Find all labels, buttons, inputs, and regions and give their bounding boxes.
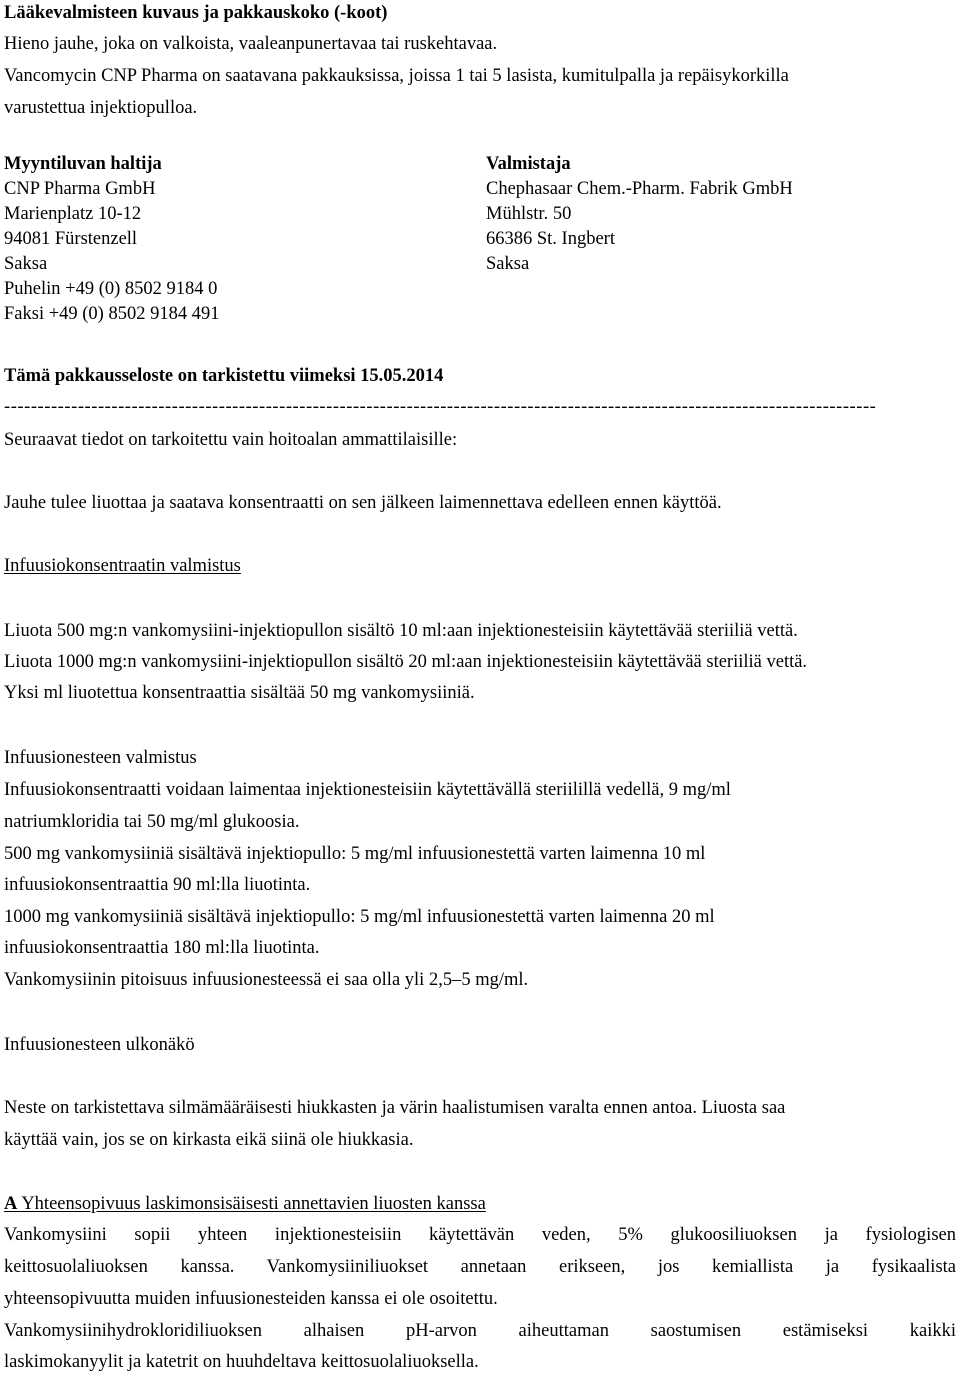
concentrate-line-1: Liuota 500 mg:n vankomysiini-injektiopullon sisältö 10 ml:aan injektionesteisiin käytettävää steriiliä vettä. — [4, 621, 798, 641]
appearance-heading: Infuusionesteen ulkonäkö — [4, 1035, 195, 1055]
description-line-1: Hieno jauhe, joka on valkoista, vaaleanpunertavaa tai ruskehtavaa. — [4, 34, 498, 54]
appearance-line-1: Neste on tarkistettava silmämääräisesti hiukkasten ja värin haalistumisen varalta ennen antoa. Liuosta saa — [4, 1098, 786, 1118]
appearance-line-2: käyttää vain, jos se on kirkasta eikä siinä ole hiukkasia. — [4, 1130, 414, 1150]
revision-date: Tämä pakkausseloste on tarkistettu viimeksi 15.05.2014 — [4, 366, 444, 386]
compatibility-line-3: yhteensopivuutta muiden infuusionesteiden kanssa ei ole osoitettu. — [4, 1289, 498, 1309]
holder-fax: Faksi +49 (0) 8502 9184 491 — [4, 304, 220, 324]
compatibility-letter: A — [4, 1194, 18, 1214]
concentrate-heading: Infuusiokonsentraatin valmistus — [4, 556, 241, 576]
compatibility-line-1: Vankomysiini sopii yhteen injektionesteisiin käytettävän veden, 5% glukoosiliuoksen ja fysiologisen — [4, 1225, 956, 1245]
description-line-3: varustettua injektiopulloa. — [4, 98, 198, 118]
holder-heading: Myyntiluvan haltija — [4, 154, 162, 174]
holder-street: Marienplatz 10-12 — [4, 204, 142, 224]
description-line-2: Vancomycin CNP Pharma on saatavana pakkauksissa, joissa 1 tai 5 lasista, kumitulpalla ja repäisykorkilla — [4, 66, 789, 86]
infusion-line-4: infuusiokonsentraattia 90 ml:lla liuotinta. — [4, 875, 311, 895]
powder-note: Jauhe tulee liuottaa ja saatava konsentraatti on sen jälkeen laimennettava edelleen ennen käyttöä. — [4, 493, 722, 513]
holder-country: Saksa — [4, 254, 48, 274]
concentrate-line-2: Liuota 1000 mg:n vankomysiini-injektiopullon sisältö 20 ml:aan injektionesteisiin käytettävää steriiliä vettä. — [4, 652, 808, 672]
manufacturer-name: Chephasaar Chem.-Pharm. Fabrik GmbH — [486, 179, 793, 199]
compatibility-line-2: keittosuolaliuoksen kanssa. Vankomysiiniliuokset annetaan erikseen, jos kemiallista ja fysikaalista — [4, 1257, 956, 1277]
description-heading: Lääkevalmisteen kuvaus ja pakkauskoko (-koot) — [4, 3, 388, 23]
holder-city: 94081 Fürstenzell — [4, 229, 138, 249]
compatibility-line-5: laskimokanyylit ja katetrit on huuhdeltava keittosuolaliuoksella. — [4, 1352, 479, 1372]
infusion-heading: Infuusionesteen valmistus — [4, 748, 197, 768]
compatibility-heading — [4, 1195, 486, 1214]
compatibility-line-4: Vankomysiinihydrokloridiliuoksen alhaisen pH-arvon aiheuttaman saostumisen estämiseksi kaikki — [4, 1321, 956, 1341]
manufacturer-country: Saksa — [486, 254, 530, 274]
holder-name: CNP Pharma GmbH — [4, 179, 156, 199]
manufacturer-street: Mühlstr. 50 — [486, 204, 572, 224]
separator-line: ---------------------------------------------------------------------------------------------------------------------------------- — [4, 398, 877, 417]
compatibility-title: Yhteensopivuus laskimonsisäisesti annettavien liuosten kanssa — [17, 1194, 486, 1214]
concentrate-line-3: Yksi ml liuotettua konsentraattia sisältää 50 mg vankomysiiniä. — [4, 683, 475, 703]
manufacturer-heading: Valmistaja — [486, 154, 571, 174]
holder-phone: Puhelin +49 (0) 8502 9184 0 — [4, 279, 218, 299]
infusion-line-5: 1000 mg vankomysiiniä sisältävä injektiopullo: 5 mg/ml infuusionestettä varten laimenna 20 ml — [4, 907, 715, 927]
manufacturer-city: 66386 St. Ingbert — [486, 229, 615, 249]
infusion-line-1: Infuusiokonsentraatti voidaan laimentaa injektionesteisiin käytettävällä steriilillä vedellä, 9 mg/ml — [4, 780, 731, 800]
infusion-line-3: 500 mg vankomysiiniä sisältävä injektiopullo: 5 mg/ml infuusionestettä varten laimenna 10 ml — [4, 844, 706, 864]
infusion-line-2: natriumkloridia tai 50 mg/ml glukoosia. — [4, 812, 300, 832]
professionals-note: Seuraavat tiedot on tarkoitettu vain hoitoalan ammattilaisille: — [4, 430, 458, 450]
infusion-line-7: Vankomysiinin pitoisuus infuusionesteessä ei saa olla yli 2,5–5 mg/ml. — [4, 970, 529, 990]
infusion-line-6: infuusiokonsentraattia 180 ml:lla liuotinta. — [4, 938, 320, 958]
